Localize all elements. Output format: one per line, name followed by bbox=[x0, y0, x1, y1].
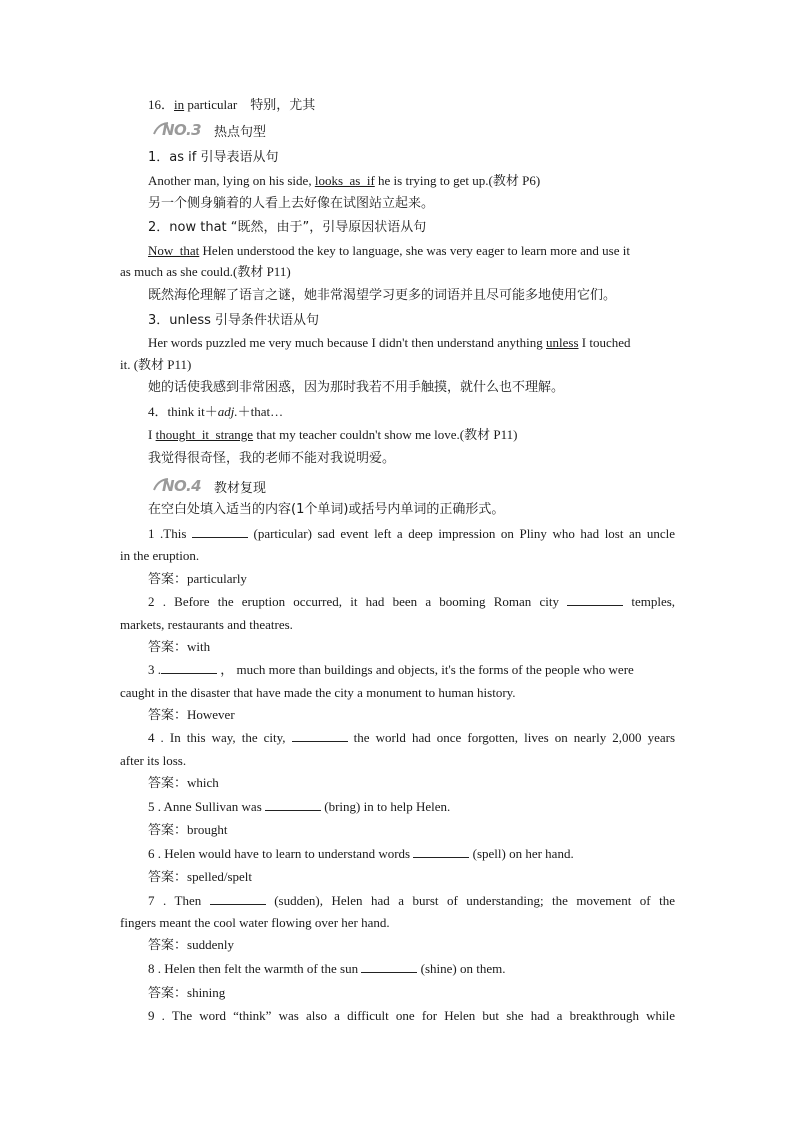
answer-value: However bbox=[187, 707, 235, 722]
answer-line: 答案：brought bbox=[148, 822, 228, 838]
exercise-item: 7 . Then (sudden), Helen had a burst of understanding; the movement of the bbox=[148, 893, 675, 908]
answer-line: 答案：shining bbox=[148, 985, 226, 1001]
section-header-no4 bbox=[152, 474, 266, 498]
exercise-item: 3 . ， much more than buildings and objects, it's the forms of the people who were bbox=[148, 662, 634, 677]
pattern-heading: 3．unless 引导条件状语从句 bbox=[148, 313, 320, 328]
section-badge: NO.3 bbox=[152, 120, 208, 140]
answer-line: 答案：However bbox=[148, 707, 235, 723]
exercise-item: 9 . The word “think” was also a difficult one for Helen but she had a breakthrough while bbox=[148, 1008, 676, 1023]
pattern-translation: 另一个侧身躺着的人看上去好像在试图站立起来。 bbox=[148, 196, 435, 211]
answer-value: which bbox=[187, 775, 219, 790]
pattern-example: Another man, lying on his side, looks_as_if he is trying to get up.(教材 P6) bbox=[148, 173, 541, 188]
answer-line: 答案：spelled/spelt bbox=[148, 869, 253, 885]
exercise-item: 2 . Before the eruption occurred, it had been a booming Roman city temples, bbox=[148, 594, 676, 609]
answer-line: 答案：with bbox=[148, 639, 211, 655]
section-title: 教材复现 bbox=[214, 480, 267, 496]
pattern-heading: 4．think it＋adj.＋that… bbox=[148, 404, 284, 419]
exercise-item: 8 . Helen then felt the warmth of the sun (shine) on them. bbox=[148, 961, 506, 976]
section-header-no3 bbox=[152, 118, 266, 142]
item-number: 16． bbox=[148, 97, 175, 112]
underlined-phrase: unless bbox=[546, 335, 579, 350]
answer-blank[interactable] bbox=[265, 797, 321, 811]
exercise-item: 6 . Helen would have to learn to understand words (spell) on her hand. bbox=[148, 846, 574, 861]
phrase-text: particular bbox=[184, 97, 238, 112]
exercise-instruction: 在空白处填入适当的内容(1个单词)或括号内单词的正确形式。 bbox=[148, 502, 505, 517]
answer-line: 答案：particularly bbox=[148, 571, 247, 587]
pattern-translation: 既然海伦理解了语言之谜，她非常渴望学习更多的词语并且尽可能多地使用它们。 bbox=[148, 288, 617, 303]
answer-line: 答案：suddenly bbox=[148, 937, 234, 953]
answer-value: spelled/spelt bbox=[187, 869, 253, 884]
exercise-item-cont: in the eruption. bbox=[120, 548, 200, 563]
exercise-item: 5 . Anne Sullivan was (bring) in to help Helen. bbox=[148, 799, 451, 814]
exercise-item: 4 . In this way, the city, the world had once forgotten, lives on nearly 2,000 years bbox=[148, 730, 676, 745]
exercise-item-cont: after its loss. bbox=[120, 753, 187, 768]
answer-blank[interactable] bbox=[413, 844, 469, 858]
pattern-example: Her words puzzled me very much because I didn't then understand anything unless I touched bbox=[148, 335, 631, 350]
pattern-example-cont: as much as she could.(教材 P11) bbox=[120, 264, 291, 279]
pattern-translation: 她的话使我感到非常困惑，因为那时我若不用手触摸，就什么也不理解。 bbox=[148, 380, 565, 395]
answer-blank[interactable] bbox=[292, 728, 348, 742]
exercise-item-cont: markets, restaurants and theatres. bbox=[120, 617, 293, 632]
phrase-meaning: 特别，尤其 bbox=[250, 98, 316, 113]
underlined-phrase: looks_as_if bbox=[314, 173, 375, 188]
exercise-item: 1 .This (particular) sad event left a deep impression on Pliny who had lost an uncle bbox=[148, 526, 675, 541]
answer-value: shining bbox=[187, 985, 226, 1000]
exercise-item-cont: fingers meant the cool water flowing over her hand. bbox=[120, 915, 390, 930]
pattern-heading: 2．now that “既然，由于”，引导原因状语从句 bbox=[148, 220, 427, 235]
pattern-example-cont: it. (教材 P11) bbox=[120, 357, 192, 372]
answer-value: particularly bbox=[187, 571, 247, 586]
pattern-example: Now_that Helen understood the key to language, she was very eager to learn more and use it bbox=[148, 243, 630, 258]
answer-value: brought bbox=[187, 822, 228, 837]
answer-blank[interactable] bbox=[192, 524, 248, 538]
answer-blank[interactable] bbox=[567, 592, 623, 606]
pattern-example: I thought_it_strange that my teacher couldn't show me love.(教材 P11) bbox=[148, 427, 518, 442]
phrase-underlined: in bbox=[174, 97, 185, 112]
pattern-translation: 我觉得很奇怪，我的老师不能对我说明爱。 bbox=[148, 451, 396, 466]
section-badge: NO.4 bbox=[152, 476, 208, 496]
answer-value: with bbox=[187, 639, 211, 654]
section-title: 热点句型 bbox=[214, 124, 267, 140]
pattern-heading: 1．as if 引导表语从句 bbox=[148, 150, 279, 165]
answer-blank[interactable] bbox=[361, 959, 417, 973]
answer-blank[interactable] bbox=[210, 891, 266, 905]
phrase-item-16 bbox=[148, 94, 675, 117]
answer-line: 答案：which bbox=[148, 775, 219, 791]
underlined-phrase: thought_it_strange bbox=[155, 427, 254, 442]
underlined-phrase: Now_that bbox=[148, 243, 200, 258]
answer-value: suddenly bbox=[187, 937, 234, 952]
answer-blank[interactable] bbox=[161, 660, 217, 674]
exercise-item-cont: caught in the disaster that have made the city a monument to human history. bbox=[120, 685, 516, 700]
